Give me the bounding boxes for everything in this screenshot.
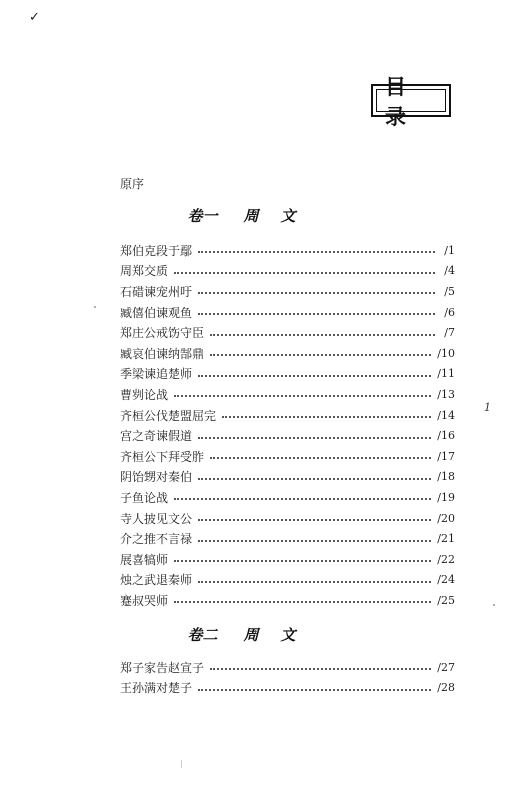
toc-entry[interactable] [120, 343, 455, 364]
dot-leader [174, 601, 431, 603]
volume-1-subtitle: 周文 [243, 207, 318, 225]
preface-entry[interactable]: 原序 [120, 177, 145, 191]
toc-entry-title: 烛之武退秦师 [120, 573, 193, 588]
scan-speck [181, 760, 182, 768]
scan-speck [493, 604, 495, 606]
dot-leader [198, 313, 435, 315]
margin-mark: 1 [484, 401, 491, 414]
toc-entry[interactable] [120, 405, 455, 426]
dot-leader [222, 416, 431, 418]
volume-2-label: 卷二 [187, 626, 218, 644]
toc-entry-title: 寺人披见文公 [120, 511, 193, 526]
volume-1-label: 卷一 [187, 207, 218, 225]
toc-entry-title: 曹刿论战 [120, 387, 169, 402]
dot-leader [198, 478, 431, 480]
scan-speck [94, 306, 96, 308]
volume-2-title [0, 624, 505, 645]
toc-entry-page: /14 [437, 408, 455, 422]
toc-entry-title: 展喜犒师 [120, 552, 169, 567]
dot-leader [210, 668, 431, 670]
toc-entry[interactable] [120, 590, 455, 611]
toc-entry-page: /24 [437, 573, 455, 587]
toc-entry-title: 子鱼论战 [120, 490, 169, 505]
toc-entry[interactable] [120, 549, 455, 570]
toc-entry-page: /28 [437, 681, 455, 695]
toc-entry-title: 郑庄公戒饬守臣 [120, 326, 205, 341]
toc-entry[interactable] [120, 261, 455, 282]
volume-2-toc [120, 657, 455, 698]
dot-leader [198, 437, 431, 439]
toc-entry-title: 郑子家告赵宣子 [120, 660, 205, 675]
dot-leader [174, 560, 431, 562]
toc-entry[interactable] [120, 281, 455, 302]
toc-entry[interactable] [120, 657, 455, 678]
page-heading-text: 目录 [385, 74, 420, 129]
toc-entry-title: 臧僖伯谏观鱼 [120, 305, 193, 320]
toc-entry-page: /16 [437, 429, 455, 443]
toc-entry-page: /22 [437, 552, 455, 566]
dot-leader [174, 272, 435, 274]
toc-entry-title: 阴饴甥对秦伯 [120, 470, 193, 485]
toc-entry-page: /7 [444, 326, 455, 340]
toc-entry[interactable] [120, 528, 455, 549]
toc-entry[interactable] [120, 570, 455, 591]
toc-entry[interactable] [120, 384, 455, 405]
toc-entry[interactable] [120, 364, 455, 385]
toc-entry-page: /21 [437, 532, 455, 546]
toc-entry[interactable] [120, 240, 455, 261]
toc-entry[interactable] [120, 322, 455, 343]
toc-entry[interactable] [120, 467, 455, 488]
dot-leader [198, 375, 431, 377]
toc-entry-page: /19 [437, 490, 455, 504]
toc-entry-page: /25 [437, 593, 455, 607]
dot-leader [198, 540, 431, 542]
dot-leader [198, 251, 435, 253]
toc-entry[interactable] [120, 446, 455, 467]
toc-entry-page: /20 [437, 511, 455, 525]
toc-entry-page: /11 [437, 367, 455, 381]
check-mark-icon: ✓ [29, 10, 40, 25]
toc-entry-page: /6 [444, 305, 455, 319]
toc-entry[interactable] [120, 678, 455, 699]
toc-entry-page: /17 [437, 449, 455, 463]
toc-entry-page: /18 [437, 470, 455, 484]
toc-entry[interactable] [120, 487, 455, 508]
toc-entry[interactable] [120, 425, 455, 446]
toc-entry-title: 季梁谏追楚师 [120, 367, 193, 382]
toc-entry-title: 蹇叔哭师 [120, 593, 169, 608]
toc-entry-page: /1 [444, 243, 455, 257]
toc-entry-page: /5 [444, 284, 455, 298]
dot-leader [210, 354, 431, 356]
toc-entry-title: 石碏谏宠州吁 [120, 284, 193, 299]
toc-entry-page: /13 [437, 387, 455, 401]
dot-leader [198, 581, 431, 583]
toc-entry-title: 齐桓公下拜受胙 [120, 449, 205, 464]
toc-entry-title: 周郑交质 [120, 264, 169, 279]
toc-entry[interactable] [120, 302, 455, 323]
toc-entry-title: 王孙满对楚子 [120, 681, 193, 696]
toc-entry-title: 介之推不言禄 [120, 532, 193, 547]
volume-1-toc [120, 240, 455, 611]
dot-leader [210, 334, 435, 336]
toc-entry-title: 臧哀伯谏纳郜鼎 [120, 346, 205, 361]
volume-2-subtitle: 周文 [243, 626, 318, 644]
toc-entry-page: /10 [437, 346, 455, 360]
dot-leader [198, 292, 435, 294]
dot-leader [210, 457, 431, 459]
toc-entry-title: 郑伯克段于鄢 [120, 243, 193, 258]
dot-leader [198, 689, 431, 691]
volume-1-title [0, 205, 505, 226]
dot-leader [174, 498, 431, 500]
toc-entry-page: /27 [437, 660, 455, 674]
toc-entry[interactable] [120, 508, 455, 529]
dot-leader [198, 519, 431, 521]
page-heading [371, 74, 451, 129]
toc-entry-title: 宫之奇谏假道 [120, 429, 193, 444]
toc-entry-page: /4 [444, 264, 455, 278]
toc-entry-title: 齐桓公伐楚盟屈完 [120, 408, 217, 423]
dot-leader [174, 395, 431, 397]
